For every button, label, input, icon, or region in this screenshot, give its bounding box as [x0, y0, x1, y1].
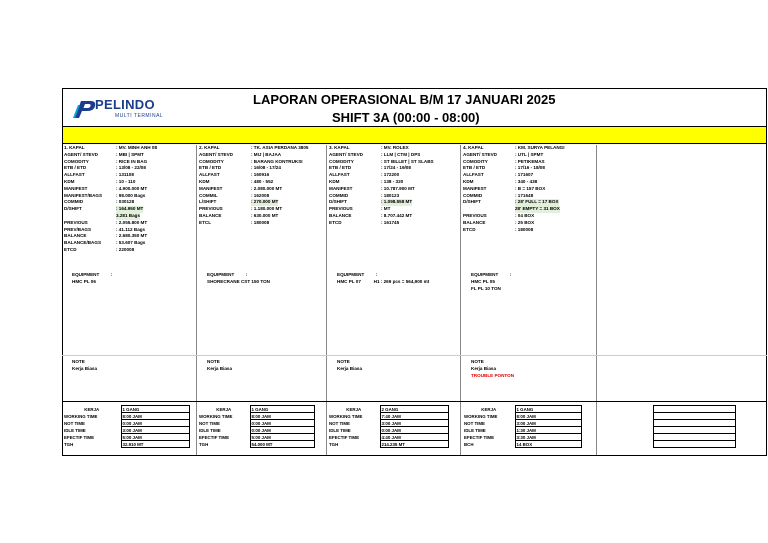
- empty-cell: [654, 420, 736, 427]
- kerja-value: 5:00 JAM: [250, 434, 314, 441]
- field-value: : LLM | CTM | DPS: [381, 151, 421, 157]
- field-value: : 2.680.350 MT: [116, 233, 148, 239]
- field-value: : 171648: [515, 192, 534, 198]
- note-text: Kerja Biasa: [471, 365, 497, 371]
- note-divider: [62, 355, 767, 356]
- field-value: : 172200: [381, 172, 400, 178]
- field-value: : 41.112 Bags: [116, 226, 146, 232]
- kerja-value: 14 BOX: [515, 441, 581, 448]
- kerja-key: EFECTIF TIME: [329, 434, 360, 440]
- field-label: ETCD: [64, 246, 77, 252]
- field-value: : 28' FULL = 17 BOX: [515, 199, 559, 205]
- field-label: KDM: [329, 178, 340, 184]
- kerja-key: TGH: [329, 441, 339, 447]
- field-label: [463, 206, 515, 213]
- field-label: COMMID: [329, 192, 349, 198]
- field-label: D/SHIFT: [463, 199, 481, 205]
- shift-title: SHIFT 3A (00:00 - 08:00): [332, 110, 480, 125]
- field-value: : 4.900.000 MT: [116, 185, 148, 191]
- equipment-item: SHORECRANE CST 150 TON: [207, 278, 270, 284]
- field-value: : 1.180.000 MT: [251, 206, 283, 212]
- field-label: BALANCE: [64, 233, 87, 239]
- field-value: : 340 - 438: [515, 178, 538, 184]
- kerja-value: 8:00 JAM: [250, 413, 314, 420]
- empty-cell: [654, 406, 736, 413]
- kerja-label: KERJA: [346, 406, 362, 412]
- field-label: ALLFAST: [199, 172, 220, 178]
- logo-name: PELINDO: [95, 97, 155, 112]
- kerja-table-4: [463, 405, 582, 448]
- vessel-4-equipment: EQUIPMENT : HMC PL 05 FL PL 10 TON: [471, 272, 512, 291]
- field-label: AGENT/ STEVD: [463, 151, 497, 157]
- field-label: D/SHIFT: [64, 206, 82, 212]
- field-label: COMODITY: [463, 158, 488, 164]
- kerja-key: IDLE TIME: [199, 427, 221, 433]
- note-label: NOTE: [207, 359, 220, 364]
- kerja-key: EFECTIF TIME: [64, 434, 95, 440]
- note-text: Kerja Biasa: [337, 365, 363, 371]
- field-value: : 480 - 552: [251, 178, 274, 184]
- field-value: : 270.000 MT: [251, 199, 279, 205]
- field-label: L/SHIFT: [199, 199, 217, 205]
- field-value: : RICE IN BAG: [116, 158, 148, 164]
- field-label: COMMIL: [199, 192, 218, 198]
- field-value: : 630.000 MT: [251, 212, 279, 218]
- field-value: : 10.787.900 MT: [381, 185, 415, 191]
- kerja-table-2: [198, 405, 315, 448]
- field-value: : MT: [381, 206, 391, 212]
- field-value: : 10 - 110: [116, 178, 136, 184]
- field-label: ETCL: [199, 219, 211, 225]
- empty-cell: [654, 434, 736, 441]
- vessel-4-note: [471, 359, 514, 379]
- kerja-key: NOT TIME: [329, 420, 350, 426]
- field-label: PREV/BAGS: [64, 226, 92, 232]
- kerja-key: EFECTIF TIME: [199, 434, 230, 440]
- field-value: : 160916: [251, 172, 270, 178]
- field-value: : B = 157 BOX: [515, 185, 546, 191]
- kerja-value: 3:00 JAM: [380, 420, 448, 427]
- note-label: NOTE: [337, 359, 350, 364]
- highlight-bar: [63, 127, 766, 144]
- field-label: ETB / ETD: [64, 165, 87, 171]
- kerja-value: 8:00 JAM: [515, 413, 581, 420]
- field-label: 2. KAPAL: [199, 145, 220, 150]
- field-label: AGENT/ STEVD: [64, 151, 98, 157]
- field-label: COMMID: [64, 199, 84, 205]
- field-label: AGENT/ STEVD: [199, 151, 233, 157]
- kerja-value: 0:00 JAM: [250, 427, 314, 434]
- field-label: KDM: [64, 178, 75, 184]
- logo-subtitle: MULTI TERMINAL: [115, 113, 164, 119]
- field-label: KDM: [199, 178, 210, 184]
- report-title: LAPORAN OPERASIONAL B/M 17 JANUARI 2025: [253, 92, 556, 107]
- equipment-label: EQUIPMENT: [471, 272, 499, 277]
- kerja-value: 3:30 JAM: [515, 434, 581, 441]
- kerja-key: WORKING TIME: [464, 413, 498, 419]
- kerja-value: 3:00 JAM: [515, 420, 581, 427]
- field-value: : 030128: [116, 199, 135, 205]
- field-label: ALLFAST: [64, 172, 85, 178]
- equipment-label: EQUIPMENT: [207, 272, 235, 277]
- field-value: : 17/24 - 19/08: [381, 165, 411, 171]
- kerja-table-empty: [653, 405, 736, 448]
- field-value: : 16/08 - 17/24: [251, 165, 281, 171]
- kerja-key: BCH: [464, 441, 474, 447]
- field-label: 4. KAPAL: [463, 145, 484, 150]
- equipment-item: HMC PL 07 H1 : 269 pcs = 564,900 mt: [337, 278, 430, 284]
- empty-cell: [654, 441, 736, 448]
- field-value: : 98.000 Bags: [116, 192, 146, 198]
- vessel-3-note: [337, 359, 362, 373]
- equipment-item: FL PL 10 TON: [471, 285, 501, 291]
- field-label: [64, 213, 116, 220]
- field-label: BALANCE: [329, 212, 352, 218]
- kerja-key: NOT TIME: [64, 420, 85, 426]
- vessel-2-equipment: EQUIPMENT : SHORECRANE CST 150 TON: [207, 272, 270, 284]
- field-label: ALLFAST: [463, 172, 484, 178]
- field-value: : MBI | SPMT: [116, 151, 144, 157]
- field-label: BALANCE: [199, 212, 222, 218]
- field-value: : 171607: [515, 172, 534, 178]
- empty-cell: [654, 413, 736, 420]
- field-value: : 180123: [381, 192, 400, 198]
- field-label: BALANCE: [463, 219, 486, 225]
- field-value: : 164.950 MT: [116, 206, 144, 212]
- field-label: PREVIOUS: [329, 206, 353, 212]
- kerja-label: KERJA: [216, 406, 232, 412]
- kerja-value: 214.235 MT: [380, 441, 448, 448]
- field-label: ALLFAST: [329, 172, 350, 178]
- field-label: 1. KAPAL: [64, 145, 85, 150]
- kerja-table-1: [63, 405, 190, 448]
- field-value: : 2.055.800 MT: [116, 219, 148, 225]
- kerja-value: 1 GANG: [515, 406, 581, 413]
- field-label: PREVIOUS: [199, 206, 223, 212]
- field-value: : 180008: [515, 226, 534, 232]
- kerja-value: 0:00 JAM: [250, 420, 314, 427]
- kerja-value: 3:00 JAM: [121, 427, 189, 434]
- field-label: 3. KAPAL: [329, 145, 350, 150]
- vessel-2-note: [207, 359, 232, 373]
- report-header: [63, 89, 766, 127]
- field-value: : 17/16 - 18/08: [515, 165, 545, 171]
- note-label: NOTE: [72, 359, 85, 364]
- field-label: ETCD: [463, 226, 476, 232]
- field-value: 28' EMPTY = 31 BOX: [515, 206, 560, 212]
- kerja-key: NOT TIME: [464, 420, 485, 426]
- kerja-value: 8:00 JAM: [121, 413, 189, 420]
- note-label: NOTE: [471, 359, 484, 364]
- field-value: 3.281 Bags: [116, 212, 141, 218]
- note-text: Kerja Biasa: [207, 365, 233, 371]
- pelindo-logo: [71, 95, 181, 121]
- field-label: COMODITY: [199, 158, 224, 164]
- field-value: : PETIKEMAS: [515, 158, 545, 164]
- kerja-value: 1 GANG: [250, 406, 314, 413]
- field-value: : MV. ROLEX: [381, 145, 409, 150]
- field-label: D/SHIFT: [329, 199, 347, 205]
- field-label: ETB / ETD: [199, 165, 222, 171]
- field-value: : MV. MINH ANH 08: [116, 145, 158, 150]
- field-value: : 180008: [251, 219, 270, 225]
- equipment-item: HMC PL 06: [72, 278, 96, 284]
- kerja-key: IDLE TIME: [64, 427, 86, 433]
- field-label: ETCD: [329, 219, 342, 225]
- kerja-key: TGH: [199, 441, 209, 447]
- field-value: : 13/08 - 22/08: [116, 165, 146, 171]
- field-value: : 8.707.442 MT: [381, 212, 413, 218]
- field-value: : 1.098.558 MT: [381, 199, 413, 205]
- kerja-table-3: [328, 405, 449, 448]
- kerja-key: TGH: [64, 441, 74, 447]
- field-value: : 220008: [116, 246, 135, 252]
- vessel-4-details: [463, 145, 565, 233]
- field-label: MANIFEST: [329, 185, 353, 191]
- field-value: : ST BILLET | ST SLABS: [381, 158, 434, 164]
- kerja-value: 7:40 JAM: [380, 413, 448, 420]
- kerja-divider: [62, 401, 767, 402]
- pelindo-logo-icon: [71, 98, 97, 120]
- note-warning: TROUBLE PONTON: [471, 372, 515, 378]
- field-label: COMMID: [463, 192, 483, 198]
- kerja-value: 54.000 MT: [250, 441, 314, 448]
- field-label: PREVIOUS: [64, 219, 88, 225]
- kerja-value: 0:00 JAM: [121, 420, 189, 427]
- field-value: : 25 BOX: [515, 219, 535, 225]
- note-text: Kerja Biasa: [72, 365, 98, 371]
- kerja-key: NOT TIME: [199, 420, 220, 426]
- kerja-value: 1 GANG: [121, 406, 189, 413]
- field-label: PREVIOUS: [463, 212, 487, 218]
- vessel-2-details: [199, 145, 308, 227]
- field-value: : 2.080.000 MT: [251, 185, 283, 191]
- field-value: : 162008: [251, 192, 270, 198]
- kerja-key: WORKING TIME: [199, 413, 233, 419]
- kerja-value: 32.910 MT: [121, 441, 189, 448]
- field-value: : KM. SURYA PELANGI: [515, 145, 565, 150]
- field-value: : 53.607 Bags: [116, 240, 146, 246]
- vessel-3-details: [329, 145, 434, 227]
- field-value: : UTL | SPMT: [515, 151, 544, 157]
- field-value: : TK. ASIA PERDANA 3805: [251, 145, 309, 150]
- vessel-1-equipment: EQUIPMENT : HMC PL 06: [72, 272, 113, 284]
- kerja-value: 1:30 JAM: [515, 427, 581, 434]
- kerja-key: IDLE TIME: [329, 427, 351, 433]
- field-label: MANIFEST: [64, 185, 88, 191]
- field-label: ETB / ETD: [329, 165, 352, 171]
- kerja-label: KERJA: [84, 406, 100, 412]
- field-value: : 04 BOX: [515, 212, 535, 218]
- field-label: COMODITY: [329, 158, 354, 164]
- field-value: : 138 - 320: [381, 178, 404, 184]
- equipment-label: EQUIPMENT: [337, 272, 365, 277]
- kerja-label: KERJA: [481, 406, 497, 412]
- field-value: : BARANG KONTRUKSI: [251, 158, 303, 164]
- field-label: MANIFEST/BAGS: [64, 192, 103, 198]
- field-label: MANIFEST: [199, 185, 223, 191]
- field-label: KDM: [463, 178, 474, 184]
- equipment-item: HMC PL 05: [471, 278, 495, 284]
- kerja-value: 5:00 JAM: [121, 434, 189, 441]
- kerja-value: 2 GANG: [380, 406, 448, 413]
- field-label: BALANCE/BAGS: [64, 240, 102, 246]
- field-label: MANIFEST: [463, 185, 487, 191]
- kerja-key: WORKING TIME: [64, 413, 98, 419]
- field-value: : MIJ | BAJAA: [251, 151, 282, 157]
- vessel-3-equipment: EQUIPMENT : HMC PL 07 H1 : 269 pcs = 564,900 mt: [337, 272, 430, 284]
- vessel-1-note: [72, 359, 97, 373]
- field-value: : 131108: [116, 172, 134, 178]
- empty-cell: [654, 427, 736, 434]
- kerja-key: EFECTIF TIME: [464, 434, 495, 440]
- field-label: COMODITY: [64, 158, 89, 164]
- vessel-1-details: [64, 145, 157, 254]
- field-label: AGENT/ STEVD: [329, 151, 363, 157]
- equipment-label: EQUIPMENT: [72, 272, 100, 277]
- kerja-key: WORKING TIME: [329, 413, 363, 419]
- field-value: : 161745: [381, 219, 400, 225]
- kerja-key: IDLE TIME: [464, 427, 486, 433]
- field-label: ETB / ETD: [463, 165, 486, 171]
- kerja-value: 0:00 JAM: [380, 427, 448, 434]
- kerja-value: 4:40 JAM: [380, 434, 448, 441]
